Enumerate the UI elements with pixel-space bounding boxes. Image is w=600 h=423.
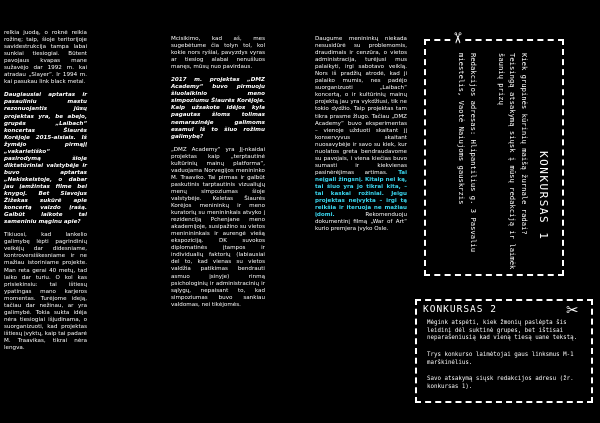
- contest-2-prize: Trys konkurso laimėtojai gaus linksmus M-1 marškinėlius.: [427, 352, 574, 366]
- contest-1-question: Kiek grupinės kūrinių maišą žurnale radai? Teisingą atsakymą siųsk į mūsų redakciją ir laimėk šaunių prizų: [497, 53, 529, 270]
- contest-2-title: KONKURSAS 2: [423, 304, 497, 315]
- contest-2-submit-note: Savo atsakymą siųsk redakcijos adresu (žr. konkursas 1).: [427, 376, 574, 390]
- article-column-3: [315, 36, 407, 239]
- scissors-icon: ✂: [566, 301, 579, 319]
- article-column-1: [4, 30, 87, 358]
- article-column-2: [171, 36, 265, 315]
- article-paragraph: relkia juodą, o roknė reikia rožinę; taip, šioje teritorijoje savidestrukcija tampa labai sunkiai tiesiogiai. Būtent pavojaus kvapas mane sužavėjo dar 1992 m. kai atradau „Slayer“. Ir 1994 m. kai pasukau link black metal.: [4, 30, 87, 86]
- article-paragraph: Tikiuosi, kad lankelio galimybę lėpti pagrindinių veikėjų dar didesniame, kontroversiškesniame ir ne mažiau istoriniame projekte. Man reta gerai 40 metų, tad laiko dar turiu. O kol kas prisiekinsiu: tai ištiesų ypatingas mano karjeros momentas. Turėjome ideją, tačiau dar nežinau, ar yra galimybė. Tokia sukta idėja nėra tiesiogiai išjudinama, o suorganizuoti, kad projektas ištiesų įvyktų, kaip tai padarė M. Traavikas, tikrai nėra lengva.: [4, 232, 87, 352]
- scissors-icon: ✂: [448, 31, 467, 45]
- article-paragraph: [315, 36, 407, 233]
- highlighted-quote: Tai neįgali žingsnį. Kitaip nei ką, tai šiuo yra jo tikrai kita, – tai kaskai rožiniai. Jeigu projektas neįvykta – irgi tą reikšia ir iteruoja ne mažiau įdomi.: [315, 169, 407, 219]
- article-text: Rekomenduoju dokumentinį filmą „War of Art“ kurio premjera įvyko Osle.: [315, 212, 407, 233]
- contest-1-rotated-content: [426, 41, 566, 278]
- contest-2-instructions: Mėgink atspėti, kiek žmonių paslėpta šis leidinį dėl suktinė grupes, bet ištisai neparašeniusią kad vieną tiesą uane tekstą.: [427, 320, 578, 342]
- article-text: Daugume menininkų niekada nesusidūrė su problemomis, draudimais ir cenzūra, o vietos administracija, turėjusi mus palaikyti, irgi sabotavo veiklą. Nors iš pradžių atrodė, kad ji palaiko mumis, nes padėjo suorganizuoti „Laibach“ koncertą, o ir kultūrinių mainų projektą jau yra vykdžiusi, tik ne tokio dydžio. Taip projektas tam tikra prasme žlugo. Tačiau „DMZ Academy“ buvo eksperimentas – vienoje užduoti skaitant jį konservyvus skaitant nuosavybėje ir savo su kiek, kur nuolatos greta bendraudavome su pavojais, i viena kiečias buvo sumasti ir kiekvienas pasinėrėjimas artimas.: [315, 36, 407, 176]
- article-paragraph: „DMZ Academy“ yra Jį-nkaidai projektas kaip „terptautinė kultūrinių mainų platforma“, vaduojama Norvegijos menininko M. Traaviko. Tai pirmas ir galbūt paskutinis tarptautinis vizualiųjų menų simpoziumas šioje valstybėje. Keletas Šiaurės Korėjos menininkų ir meno kuratorių su menininkais atvyko į rezidenciją Pchenjane meno akademijoje, susipažino su vietos meninininkais ir aurengė viešą ekspoziciją. DK suvokos diplomatinės įtampos ir individualių faktorių (labiausiai del to, kad vienas su vietos valdžia patikimas bendrauti asmuo įsinyje) rinmą psichologinių ir administracinių ir sąlygų, nepaisant to, kad simpoziumas buvo sankiau valdomas, nei tikėjomės.: [171, 146, 265, 308]
- interview-question: Daugiausiai aptartas ir pasauliniu mastu rezonuojantis jūsų projektas yra, be abejo, grupės „Laibach“ koncertas Šiaurės Korėjoje 2015-aisiais. Iš žymėjo pirmąjį „vakarietiško“ pasirodymą šioje diktatūriniai valstybėje ir buvo aptartas „Nekiskeistoje, o dabar jau įamžintas filme bei knygoj. Bet Slavojus Žižekas sukūrė apie koncertą vaizdo įrašą. Galbūt laikote tai sameniniu mąginu apie?: [4, 92, 87, 226]
- contest-1-title: KONKURSAS 1: [537, 151, 550, 241]
- contest-1-box: [424, 39, 564, 276]
- contest-1-address: Redakcijos adresas: Hlipantilius g. 3 Pasvaliu miestelis, Vaotė Naiujoms gauskrzis: [457, 53, 478, 253]
- article-paragraph: Mcisikimo, kad aš, mes sugebėtume čia tolyn tol, kol kokie nors ryšiai, pavyzdys vyras ar tiesiog alabai nenušluos manęs, mūsų nuo pavirdaus.: [171, 36, 265, 71]
- interview-question: 2017 m. projektas „DMZ Academy“ buvo pirmuoju šiuolaikinio meno simpoziumu Šiaurės Korėjoje. Kaip užsakote idėjos kyla pagautas šioms tolimas nemarazinėje galimoms esamui Iš to šiuo rožimu galimybę?: [171, 77, 265, 140]
